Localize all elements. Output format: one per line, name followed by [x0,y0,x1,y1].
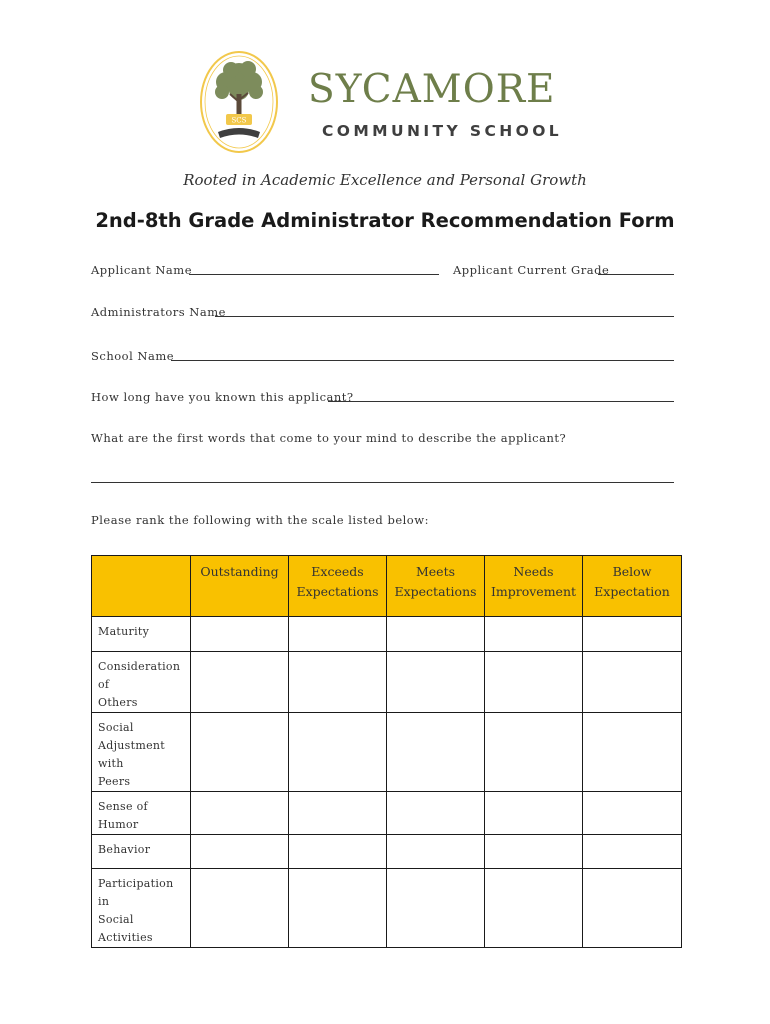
known-duration-label: How long have you known this applicant? [91,390,354,404]
rating-cell[interactable] [289,713,387,792]
rating-cell[interactable] [289,869,387,948]
table-row [92,713,682,792]
administrator-name-label: Administrators Name [91,305,226,319]
rating-cell[interactable] [583,652,682,713]
first-words-label: What are the first words that come to your mind to describe the applicant? [91,431,567,445]
column-header-outstanding: Outstanding [191,556,289,617]
rating-cell[interactable] [191,652,289,713]
rating-cell[interactable] [583,869,682,948]
rating-cell[interactable] [583,617,682,652]
rating-cell[interactable] [387,652,485,713]
ranking-table [91,555,682,948]
rating-cell[interactable] [485,792,583,835]
row-label-maturity: Maturity [92,617,191,652]
rating-cell[interactable] [485,652,583,713]
rating-cell[interactable] [191,713,289,792]
rating-cell[interactable] [191,835,289,869]
rating-cell[interactable] [289,792,387,835]
row-label-social-adjustment: Social Adjustment with Peers [92,713,191,792]
row-label-participation: Participation in Social Activities [92,869,191,948]
applicant-name-line[interactable] [189,274,439,275]
logo-name: SYCAMORE [308,67,556,112]
rating-cell[interactable] [289,617,387,652]
rank-instructions: Please rank the following with the scale listed below: [91,513,429,527]
school-name-line[interactable] [171,360,674,361]
first-words-line[interactable] [91,482,674,483]
rating-cell[interactable] [583,835,682,869]
page-title: 2nd-8th Grade Administrator Recommendation Form [95,209,675,232]
svg-text:SCS: SCS [231,116,247,125]
rating-cell[interactable] [387,835,485,869]
table-row [92,835,682,869]
table-row [92,617,682,652]
rating-cell[interactable] [387,713,485,792]
rating-cell[interactable] [485,617,583,652]
rating-cell[interactable] [583,713,682,792]
rating-cell[interactable] [387,869,485,948]
column-header-meets-expectations: Meets Expectations [387,556,485,617]
known-duration-line[interactable] [328,401,674,402]
row-label-behavior: Behavior [92,835,191,869]
rating-cell[interactable] [485,835,583,869]
column-header-below-expectation: Below Expectation [583,556,682,617]
header-corner-cell [92,556,191,617]
table-header-row [92,556,682,617]
school-crest-icon [198,50,280,154]
applicant-grade-line[interactable] [598,274,674,275]
rating-cell[interactable] [485,869,583,948]
rating-cell[interactable] [387,617,485,652]
rating-cell[interactable] [191,617,289,652]
applicant-name-label: Applicant Name [91,263,192,277]
school-name-label: School Name [91,349,175,363]
rating-cell[interactable] [191,792,289,835]
rating-cell[interactable] [387,792,485,835]
rating-cell[interactable] [583,792,682,835]
column-header-needs-improvement: Needs Improvement [485,556,583,617]
row-label-consideration-of-others: Consideration of Others [92,652,191,713]
table-row [92,652,682,713]
rating-cell[interactable] [191,869,289,948]
applicant-grade-label: Applicant Current Grade [453,263,610,277]
tagline: Rooted in Academic Excellence and Personal Growth [183,171,587,189]
administrator-name-line[interactable] [215,316,674,317]
rating-cell[interactable] [289,835,387,869]
table-row [92,792,682,835]
rating-cell[interactable] [289,652,387,713]
rating-cell[interactable] [485,713,583,792]
row-label-sense-of-humor: Sense of Humor [92,792,191,835]
column-header-exceeds-expectations: Exceeds Expectations [289,556,387,617]
logo-subtitle: COMMUNITY SCHOOL [322,122,563,140]
table-row [92,869,682,948]
